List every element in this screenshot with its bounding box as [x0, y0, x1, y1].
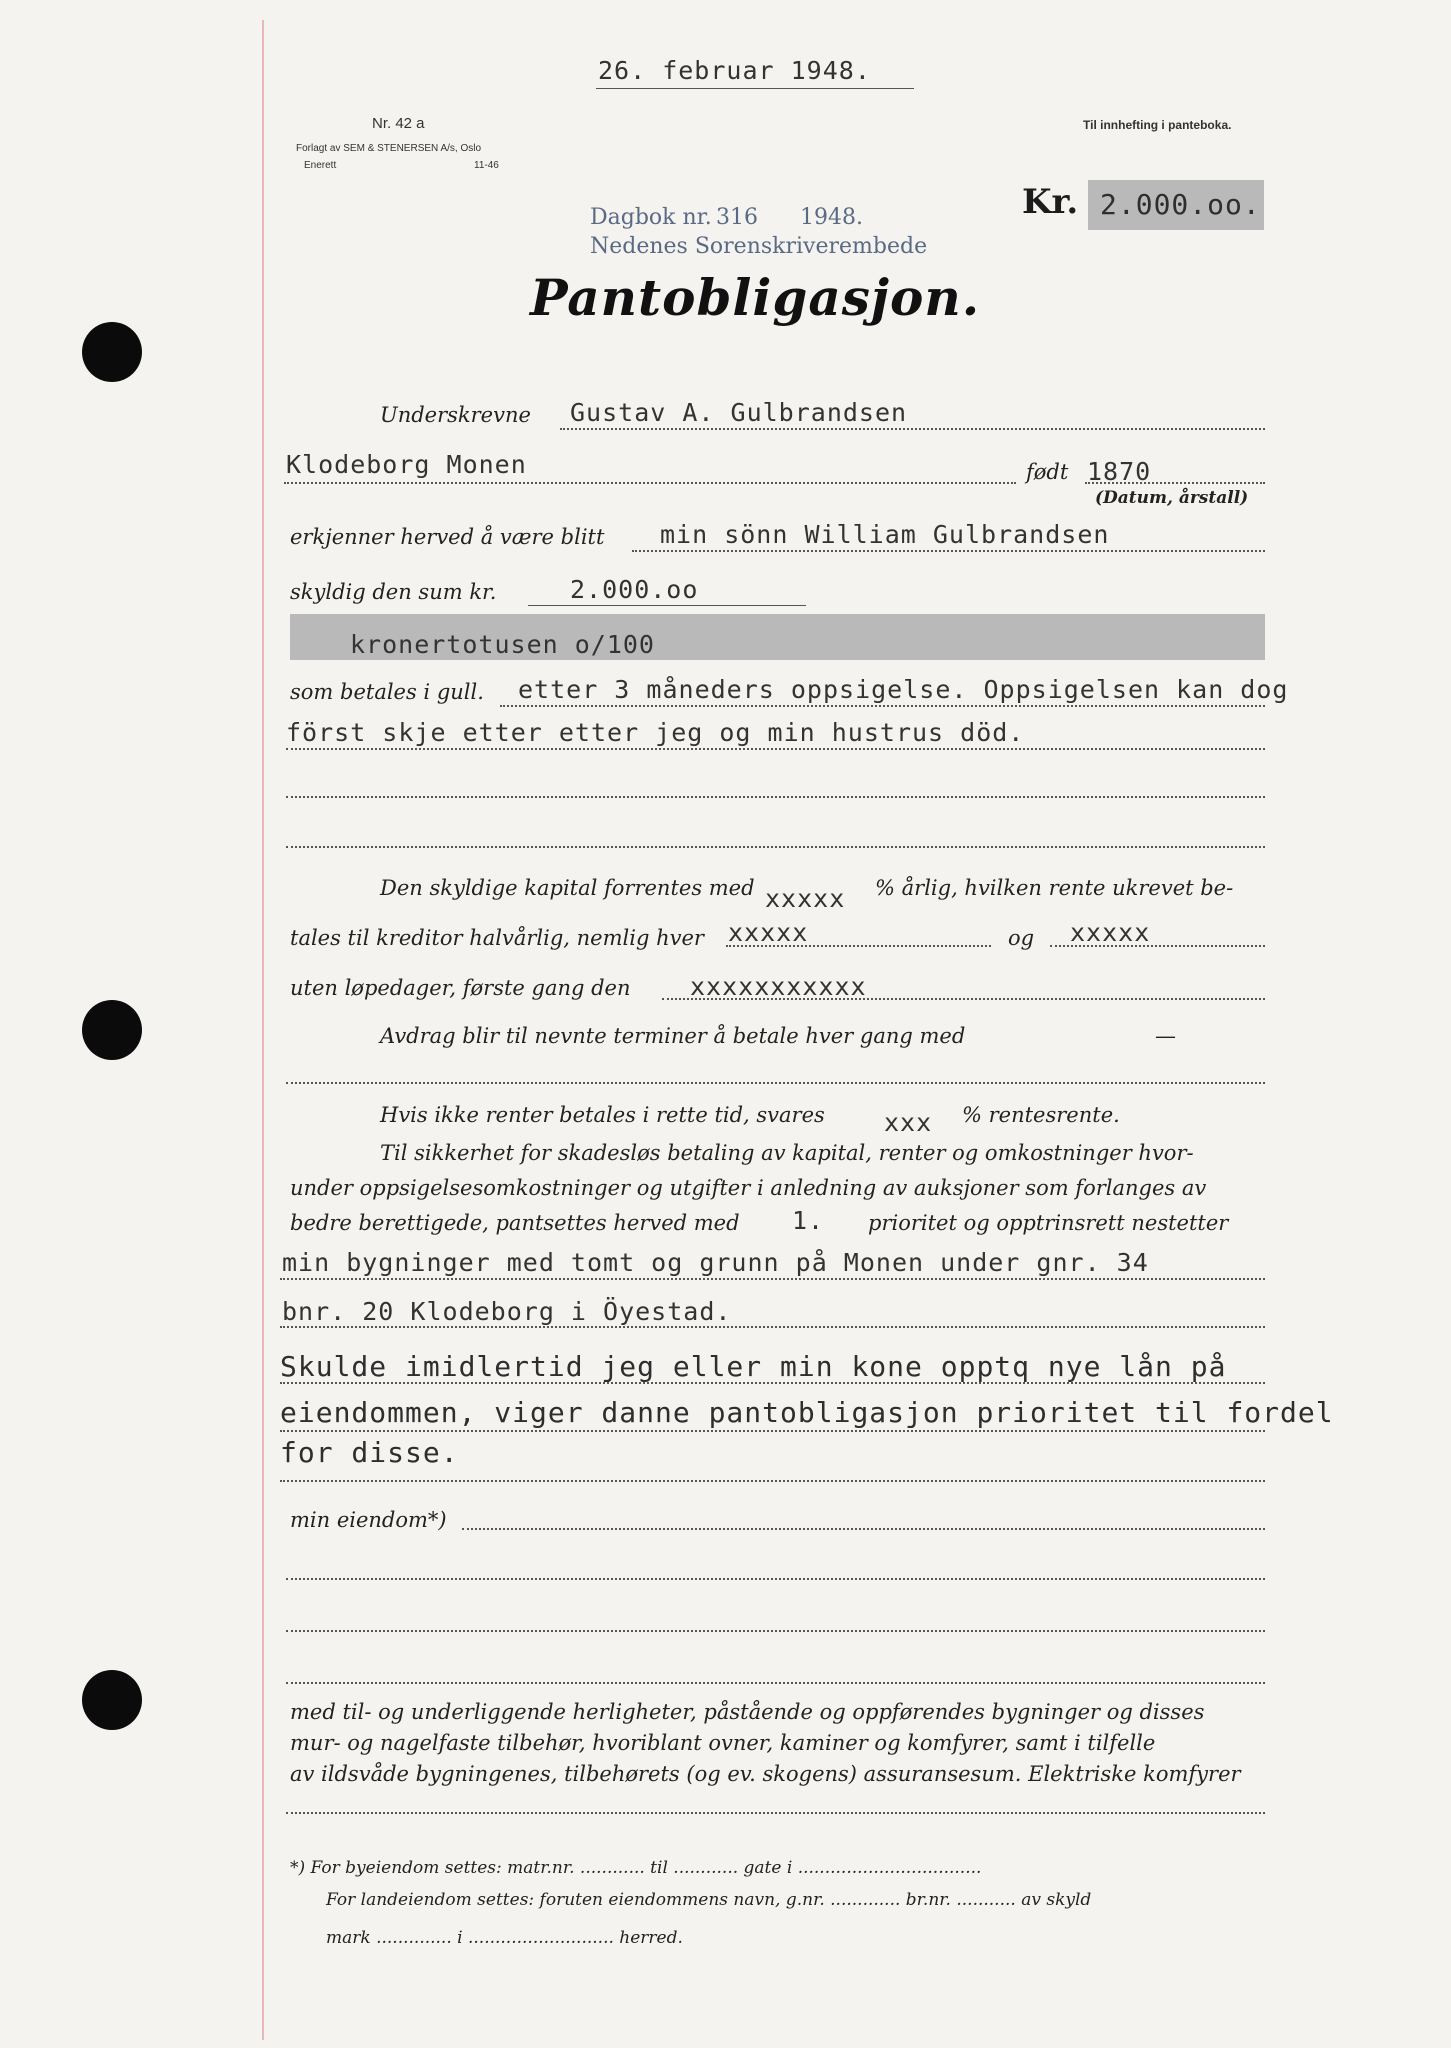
- publisher-line: Forlagt av SEM & STENERSEN A/s, Oslo: [296, 143, 482, 154]
- diary-stamp-number: 316: [716, 205, 758, 230]
- interest-date1: xxxxx: [728, 918, 809, 947]
- born-hint: (Datum, årstall): [1095, 488, 1249, 508]
- pay-terms-1: etter 3 måneders oppsigelse. Oppsigelsen kan dog: [518, 675, 1289, 704]
- closing-c1: med til- og underliggende herligheter, påstående og oppførendes bygninger og disses: [290, 1700, 1205, 1724]
- sum-value: 2.000.oo: [570, 575, 699, 604]
- address-value: Klodeborg Monen: [286, 450, 527, 479]
- late-interest-b: % rentesrente.: [962, 1103, 1120, 1127]
- property-label: min eiendom*): [290, 1508, 447, 1532]
- owe-label: skyldig den sum kr.: [290, 580, 497, 604]
- court-stamp: Nedenes Sorenskriverembede: [590, 234, 928, 259]
- late-interest-a: Hvis ikke renter betales i rette tid, svares: [380, 1103, 825, 1127]
- closing-c3: av ildsvåde bygningenes, tilbehørets (og ev. skogens) assuransesum. Elektriske komfyrer: [290, 1762, 1241, 1786]
- installment-line-blank: [286, 1082, 1265, 1084]
- undersigned-label: Underskrevne: [380, 403, 531, 427]
- property-text-5: for disse.: [280, 1436, 459, 1469]
- document-title: Pantobligasjon.: [530, 268, 981, 327]
- binding-note: Til innhefting i panteboka.: [1083, 118, 1232, 132]
- form-number: Nr. 42 a: [372, 115, 425, 132]
- pay-line-3: [286, 796, 1265, 798]
- property-line-1: [280, 1278, 1265, 1280]
- installment-line: Avdrag blir til nevnte terminer å betale hver gang med: [380, 1024, 966, 1048]
- undersigned-name: Gustav A. Gulbrandsen: [570, 398, 908, 427]
- property-label-line: [462, 1528, 1265, 1530]
- date-underline: [596, 88, 914, 89]
- creditor-line: [632, 550, 1265, 552]
- born-label: født: [1026, 460, 1069, 484]
- punch-hole: [82, 322, 142, 382]
- property-text-4: eiendommen, viger danne pantobligasjon prioritet til fordel: [280, 1396, 1334, 1429]
- interest-line1-a: Den skyldige kapital forrentes med: [380, 876, 755, 900]
- security-p1: Til sikkerhet for skadesløs betaling av kapital, renter og omkostninger hvor-: [380, 1141, 1194, 1165]
- sum-words: kronertotusen o/100: [350, 630, 655, 659]
- born-value: 1870: [1087, 457, 1152, 486]
- closing-line: [286, 1812, 1265, 1814]
- pay-line-4: [286, 846, 1265, 848]
- document-date: 26. februar 1948.: [598, 56, 871, 85]
- first-date-line: [662, 998, 1265, 1000]
- installment-dash: —: [1155, 1024, 1176, 1048]
- security-p3-b: prioritet og opptrinsrett nestetter: [868, 1211, 1229, 1235]
- diary-stamp-label: Dagbok nr.: [590, 205, 712, 230]
- interest-date1-line: [726, 945, 991, 947]
- interest-first-date: xxxxxxxxxxx: [690, 972, 867, 1001]
- blank-line-2: [286, 1630, 1265, 1632]
- interest-line2-b: og: [1008, 926, 1035, 950]
- footnote-3: mark .............. i ........................... herred.: [326, 1928, 683, 1948]
- margin-line: [262, 20, 264, 2040]
- interest-line3-a: uten løpedager, første gang den: [290, 976, 631, 1000]
- publisher-code: 11-46: [474, 160, 499, 171]
- footnote-1: *) For byeiendom settes: matr.nr. ............ til ............ gate i ..................................: [290, 1858, 982, 1878]
- blank-line-3: [286, 1682, 1265, 1684]
- interest-rate: xxxxx: [765, 884, 846, 913]
- interest-line1-b: % årlig, hvilken rente ukrevet be-: [875, 876, 1234, 900]
- undersigned-line: [560, 428, 1265, 430]
- security-p3-a: bedre berettigede, pantsettes herved med: [290, 1211, 740, 1235]
- property-line-5: [280, 1480, 1265, 1482]
- priority-value: 1.: [792, 1206, 825, 1235]
- footnote-2: For landeiendom settes: foruten eiendommens navn, g.nr. ............. br.nr. ........... av skyld: [326, 1890, 1092, 1910]
- publisher-enerett: Enerett: [304, 160, 337, 171]
- property-text-1: min bygninger med tomt og grunn på Monen under gnr. 34: [282, 1248, 1149, 1277]
- amount-label: Kr.: [1022, 182, 1079, 222]
- diary-stamp-year: 1948.: [800, 205, 863, 230]
- address-line: [284, 482, 1016, 484]
- born-line: [1085, 482, 1265, 484]
- late-interest-rate: xxx: [884, 1108, 933, 1137]
- blank-line-1: [286, 1578, 1265, 1580]
- creditor-name: min sönn William Gulbrandsen: [660, 520, 1110, 549]
- interest-date2-line: [1050, 945, 1265, 947]
- interest-date2: xxxxx: [1070, 918, 1151, 947]
- property-line-3: [280, 1382, 1265, 1384]
- property-text-2: bnr. 20 Klodeborg i Öyestad.: [282, 1297, 732, 1326]
- security-p2: under oppsigelsesomkostninger og utgifter i anledning av auksjoner som forlanges av: [290, 1176, 1207, 1200]
- property-line-2: [280, 1326, 1265, 1328]
- closing-c2: mur- og nagelfaste tilbehør, hvoriblant ovner, kaminer og komfyrer, samt i tilfelle: [290, 1731, 1156, 1755]
- property-text-3: Skulde imidlertid jeg eller min kone opptq nye lån på: [280, 1350, 1227, 1383]
- amount-value: 2.000.oo.: [1100, 188, 1261, 221]
- pay-line-1: [500, 705, 1265, 707]
- acknowledge-label: erkjenner herved å være blitt: [290, 525, 605, 549]
- pay-terms-2: först skje etter etter jeg og min hustrus död.: [286, 718, 1025, 747]
- punch-hole: [82, 1670, 142, 1730]
- property-line-4: [280, 1430, 1265, 1432]
- punch-hole: [82, 1000, 142, 1060]
- interest-line2-a: tales til kreditor halvårlig, nemlig hver: [290, 926, 704, 950]
- sum-line: [528, 605, 806, 606]
- pay-label: som betales i gull.: [290, 680, 484, 704]
- pay-line-2: [286, 748, 1265, 750]
